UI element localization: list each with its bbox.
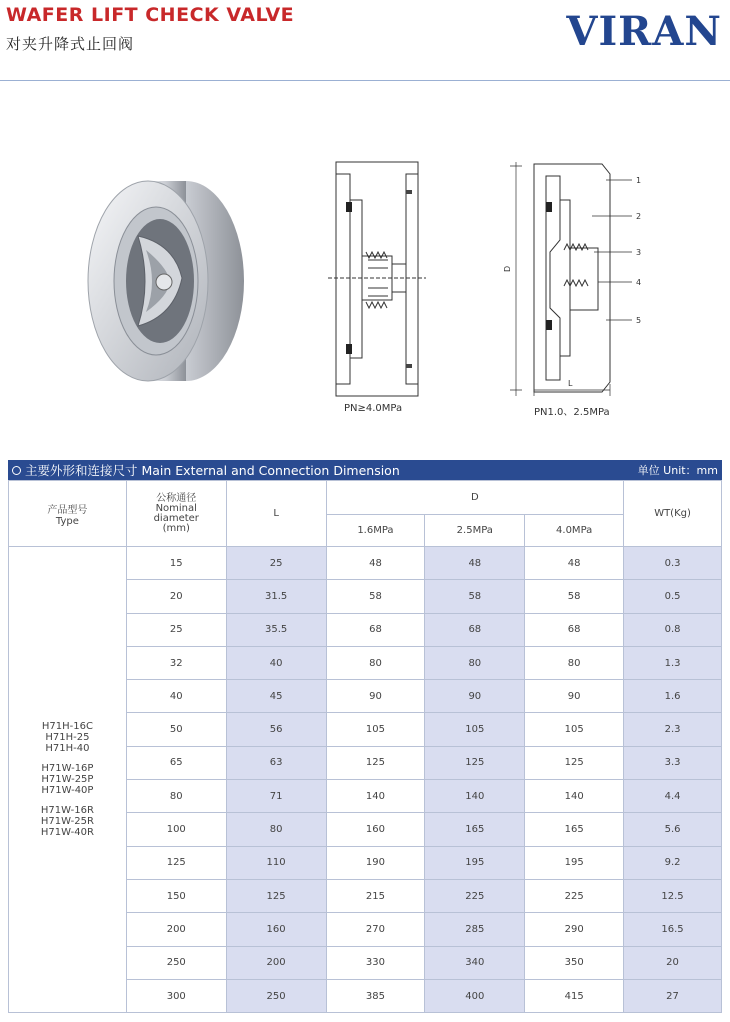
table-cell: 12.5	[624, 879, 722, 912]
header-pressure-2: 2.5MPa	[425, 515, 525, 547]
table-cell: 4.4	[624, 780, 722, 813]
table-cell: 80	[525, 646, 624, 679]
type-group	[9, 721, 126, 754]
header-pressure-3: 4.0MPa	[525, 515, 624, 547]
callout-5: 5	[636, 316, 642, 325]
table-cell: 27	[624, 979, 722, 1012]
table-cell: 165	[525, 813, 624, 846]
type-model: H71W-40P	[41, 785, 94, 797]
table-cell: 125	[226, 879, 326, 912]
caption-right: PN1.0、2.5MPa	[534, 407, 610, 418]
table-cell: 80	[126, 780, 226, 813]
table-cell: 150	[126, 879, 226, 912]
table-cell: 195	[425, 846, 525, 879]
table-cell: 290	[525, 913, 624, 946]
dimension-table	[8, 480, 722, 1013]
table-cell: 9.2	[624, 846, 722, 879]
type-model: H71W-25P	[41, 774, 94, 786]
table-cell: 200	[126, 913, 226, 946]
header-d: D	[326, 481, 624, 515]
table-cell: 45	[226, 680, 326, 713]
table-cell: 56	[226, 713, 326, 746]
table-cell: 105	[525, 713, 624, 746]
table-cell: 63	[226, 746, 326, 779]
bullet-icon	[12, 466, 21, 475]
header-type: 产品型号 Type	[9, 481, 127, 547]
table-cell: 90	[525, 680, 624, 713]
table-cell: 80	[226, 813, 326, 846]
table-cell: 5.6	[624, 813, 722, 846]
header-divider	[0, 80, 730, 81]
caption-left: PN≥4.0MPa	[344, 403, 403, 414]
table-cell: 300	[126, 979, 226, 1012]
header-l: L	[226, 481, 326, 547]
table-cell: 340	[425, 946, 525, 979]
table-cell: 68	[525, 613, 624, 646]
product-title-cn: 对夹升降式止回阀	[6, 35, 135, 53]
table-cell: 110	[226, 846, 326, 879]
table-cell: 0.8	[624, 613, 722, 646]
table-cell: 35.5	[226, 613, 326, 646]
table-cell: 160	[226, 913, 326, 946]
table-cell: 90	[425, 680, 525, 713]
table-title-bar	[8, 460, 722, 480]
table-cell: 20	[624, 946, 722, 979]
table-title: 主要外形和连接尺寸 Main External and Connection Dimension	[25, 463, 400, 478]
type-model: H71H-16C	[41, 721, 93, 733]
table-row	[9, 547, 722, 580]
table-cell: 1.6	[624, 680, 722, 713]
callout-4: 4	[636, 278, 642, 287]
header-pressure-1: 1.6MPa	[326, 515, 425, 547]
table-cell: 48	[326, 547, 425, 580]
table-cell: 2.3	[624, 713, 722, 746]
table-cell: 385	[326, 979, 425, 1012]
table-cell: 68	[425, 613, 525, 646]
table-cell: 65	[126, 746, 226, 779]
table-cell: 40	[226, 646, 326, 679]
type-model: H71W-40R	[40, 827, 94, 839]
brand-logo: VIRAN	[566, 8, 722, 55]
table-cell: 415	[525, 979, 624, 1012]
header-nominal-diameter: 公称通径 Nominal diameter (mm)	[126, 481, 226, 547]
table-cell: 165	[425, 813, 525, 846]
type-model: H71W-16P	[41, 763, 94, 775]
table-cell: 40	[126, 680, 226, 713]
table-cell: 1.3	[624, 646, 722, 679]
table-cell: 20	[126, 580, 226, 613]
table-cell: 48	[525, 547, 624, 580]
table-cell: 48	[425, 547, 525, 580]
table-cell: 125	[326, 746, 425, 779]
table-body	[9, 547, 722, 1013]
table-cell: 250	[226, 979, 326, 1012]
table-cell: 350	[525, 946, 624, 979]
callout-1: 1	[636, 176, 642, 185]
table-cell: 80	[425, 646, 525, 679]
table-cell: 31.5	[226, 580, 326, 613]
table-cell: 90	[326, 680, 425, 713]
table-cell: 80	[326, 646, 425, 679]
table-cell: 125	[126, 846, 226, 879]
type-group	[9, 763, 126, 796]
product-title-en: WAFER LIFT CHECK VALVE	[6, 4, 295, 26]
table-cell: 0.5	[624, 580, 722, 613]
table-cell: 190	[326, 846, 425, 879]
table-cell: 330	[326, 946, 425, 979]
callout-3: 3	[636, 248, 642, 257]
table-cell: 225	[425, 879, 525, 912]
unit-label: 单位 Unit：mm	[637, 464, 718, 477]
table-cell: 200	[226, 946, 326, 979]
header-weight: WT(Kg)	[624, 481, 722, 547]
type-group	[9, 805, 126, 838]
table-cell: 58	[525, 580, 624, 613]
table-cell: 71	[226, 780, 326, 813]
table-cell: 16.5	[624, 913, 722, 946]
table-cell: 225	[525, 879, 624, 912]
type-model: H71W-25R	[40, 816, 94, 828]
type-cell	[9, 547, 127, 1013]
table-cell: 50	[126, 713, 226, 746]
table-cell: 68	[326, 613, 425, 646]
callout-2: 2	[636, 212, 642, 221]
type-model: H71W-16R	[40, 805, 94, 817]
table-cell: 105	[425, 713, 525, 746]
table-cell: 195	[525, 846, 624, 879]
table-cell: 15	[126, 547, 226, 580]
table-cell: 25	[126, 613, 226, 646]
table-cell: 58	[326, 580, 425, 613]
table-cell: 140	[425, 780, 525, 813]
type-model: H71H-25	[45, 732, 90, 744]
table-cell: 140	[326, 780, 425, 813]
table-cell: 160	[326, 813, 425, 846]
table-cell: 400	[425, 979, 525, 1012]
table-cell: 285	[425, 913, 525, 946]
table-cell: 32	[126, 646, 226, 679]
table-cell: 3.3	[624, 746, 722, 779]
table-cell: 25	[226, 547, 326, 580]
dimension-l-label: L	[568, 379, 573, 388]
table-cell: 140	[525, 780, 624, 813]
table-cell: 270	[326, 913, 425, 946]
dimension-d-label: D	[503, 265, 512, 272]
table-cell: 100	[126, 813, 226, 846]
table-cell: 105	[326, 713, 425, 746]
table-cell: 58	[425, 580, 525, 613]
table-cell: 250	[126, 946, 226, 979]
valve-photo	[86, 178, 246, 384]
table-cell: 125	[425, 746, 525, 779]
section-drawing-left	[322, 160, 432, 400]
table-cell: 0.3	[624, 547, 722, 580]
table-cell: 215	[326, 879, 425, 912]
type-model: H71H-40	[45, 743, 90, 755]
table-cell: 125	[525, 746, 624, 779]
section-drawing-right	[502, 160, 672, 400]
